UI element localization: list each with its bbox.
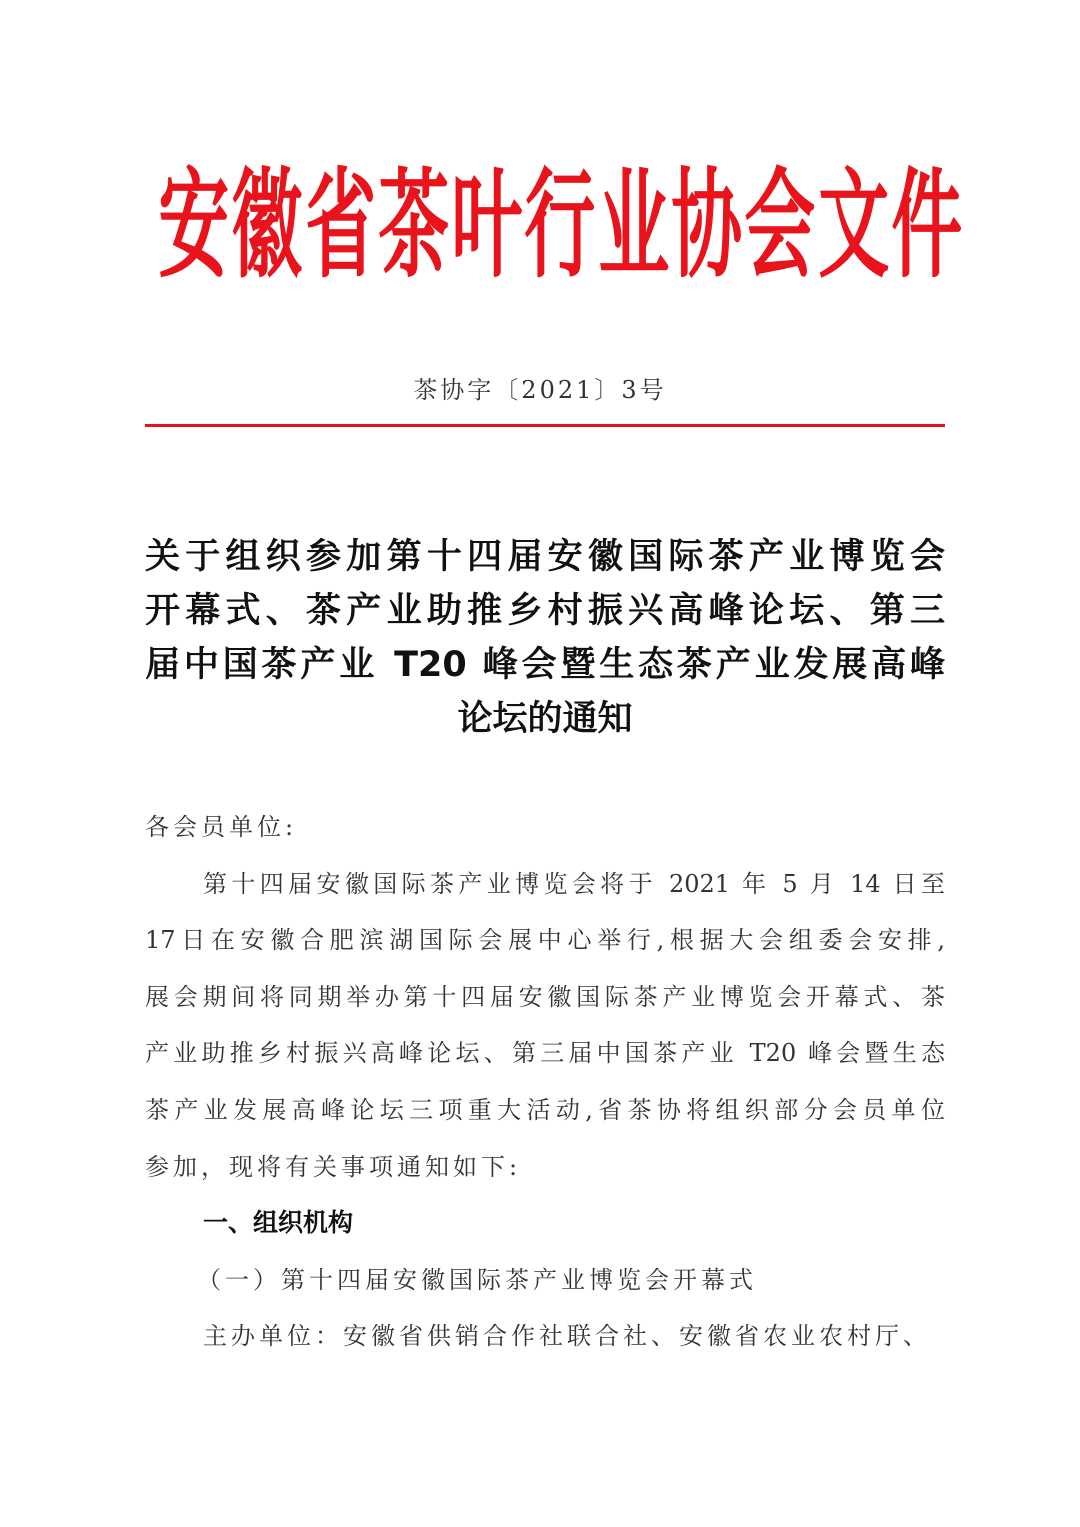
title-line: 关于组织参加第十四届安徽国际茶产业博览会 bbox=[145, 537, 945, 577]
paragraph-line: 茶产业发展高峰论坛三项重大活动,省茶协将组织部分会员单位 bbox=[145, 1095, 945, 1124]
paragraph-line: 展会期间将同期举办第十四届安徽国际茶产业博览会开幕式、茶 bbox=[145, 982, 945, 1011]
masthead-char: 行 bbox=[524, 156, 596, 294]
paragraph-line: 产业助推乡村振兴高峰论坛、第三届中国茶产业 T20 峰会暨生态 bbox=[145, 1039, 945, 1068]
document-number: 茶协字〔2021〕3号 bbox=[413, 376, 667, 404]
paragraph-line: 17日在安徽合肥滨湖国际会展中心举行,根据大会组委会安排, bbox=[145, 926, 945, 955]
masthead-char: 业 bbox=[598, 156, 669, 294]
masthead-char: 叶 bbox=[451, 156, 523, 294]
organizers-line: 主办单位：安徽省供销合作社联合社、安徽省农业农村厅、 bbox=[203, 1322, 931, 1351]
paragraph-line: 第十四届安徽国际茶产业博览会将于 2021 年 5 月 14 日至 bbox=[203, 869, 945, 898]
masthead-char: 会 bbox=[744, 156, 816, 294]
document-title bbox=[145, 530, 945, 746]
section-heading: 一、组织机构 bbox=[203, 1208, 354, 1238]
red-divider bbox=[145, 424, 945, 427]
document-body bbox=[145, 805, 945, 1371]
masthead-char: 省 bbox=[304, 156, 376, 294]
title-line: 届中国茶产业 T20 峰会暨生态茶产业发展高峰 bbox=[145, 645, 945, 685]
title-line: 开幕式、茶产业助推乡村振兴高峰论坛、第三 bbox=[145, 591, 945, 631]
masthead-char: 件 bbox=[891, 156, 963, 294]
subsection-heading: （一）第十四届安徽国际茶产业博览会开幕式 bbox=[197, 1265, 757, 1294]
title-line: 论坛的通知 bbox=[457, 699, 633, 739]
masthead-char: 协 bbox=[671, 156, 743, 294]
masthead-char: 文 bbox=[818, 156, 889, 294]
salutation: 各会员单位: bbox=[145, 813, 298, 841]
paragraph-line: 参加，现将有关事项通知如下: bbox=[145, 1152, 522, 1181]
masthead-char: 茶 bbox=[378, 156, 450, 294]
masthead-char: 安 bbox=[158, 156, 230, 294]
masthead-char: 徽 bbox=[231, 156, 303, 294]
masthead-title bbox=[145, 150, 963, 300]
